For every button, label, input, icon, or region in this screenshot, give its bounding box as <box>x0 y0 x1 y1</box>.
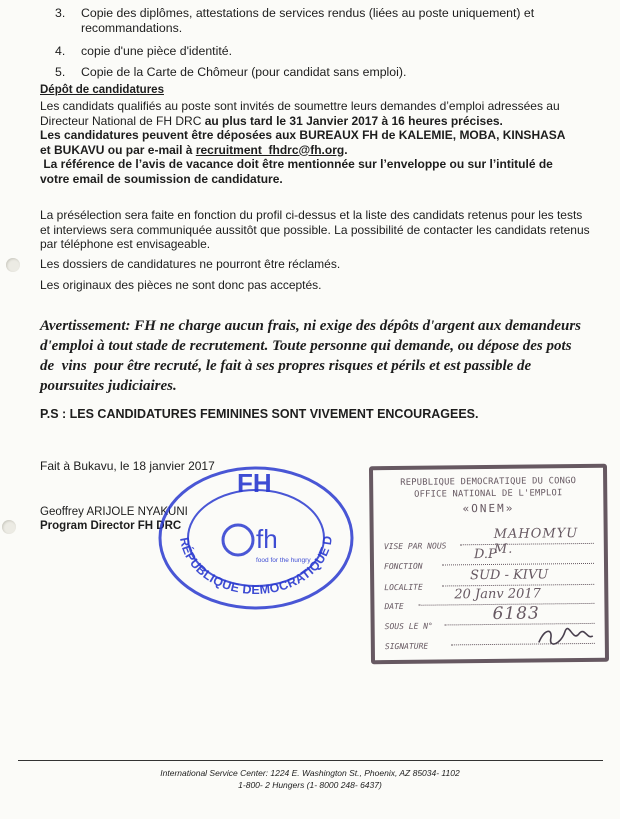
onem-label: SOUS LE N° <box>384 621 433 632</box>
signer-name: Geoffrey ARIJOLE NYAKUNI <box>40 506 188 518</box>
fh-stamp-top: FH <box>237 468 272 498</box>
onem-value: MAHOMYU M. <box>493 526 579 557</box>
email-link[interactable]: recruitment_fhdrc@fh.org <box>195 142 345 157</box>
list-item-continuation: recommandations. <box>81 21 183 35</box>
list-text: Copie de la Carte de Chômeur (pour candidat sans emploi). <box>81 65 407 79</box>
onem-label: VISE PAR NOUS <box>383 541 447 552</box>
depot-line <box>40 114 585 129</box>
depot-line: Les candidatures peuvent être déposées aux BUREAUX FH de KALEMIE, MOBA, KINSHASA <box>40 128 566 142</box>
list-text: Copie des diplômes, attestations de services rendus (liées au poste uniquement) et <box>81 6 535 20</box>
onem-value: SUD - KIVU <box>470 567 549 584</box>
onem-label: SIGNATURE <box>384 641 429 652</box>
list-number: 4. <box>55 44 66 58</box>
punch-hole-mark <box>2 520 16 534</box>
onem-line1: REPUBLIQUE DEMOCRATIQUE DU CONGO <box>400 476 577 488</box>
footer-rule <box>18 760 603 761</box>
list-number: 5. <box>55 65 66 79</box>
warning-line: de vins pour être recruté, le fait à ses propres risques et périls et est passible de <box>40 358 532 374</box>
onem-value: D.P <box>473 546 497 563</box>
ps-note: P.S : LES CANDIDATURES FEMININES SONT VIVEMENT ENCOURAGEES. <box>40 407 479 421</box>
warning-paragraph <box>40 316 600 396</box>
warning-line: poursuites judiciaires. <box>40 378 177 394</box>
warning-line: d'emploi à tout stade de recrutement. Toute personne qui demande, ou dépose des pots <box>40 338 572 354</box>
footer-address: International Service Center: 1224 E. Washington St., Phoenix, AZ 85034- 1102 <box>160 768 460 778</box>
fh-stamp-ring-text: RÉPUBLIQUE DEMOCRATIQUE D <box>177 534 336 598</box>
list-text: copie d'une pièce d'identité. <box>81 44 233 58</box>
depot-text: Directeur National de FH DRC <box>40 113 205 128</box>
onem-row <box>385 632 595 652</box>
preselection-paragraph <box>40 208 590 252</box>
onem-label: LOCALITE <box>384 582 423 593</box>
handwritten-signature <box>535 624 595 649</box>
list-number: 3. <box>55 6 66 20</box>
fh-tagline: food for the hungry <box>256 557 311 564</box>
signer-title: Program Director FH DRC <box>40 520 182 532</box>
preselection-line: par téléphone est envisageable. <box>40 237 211 251</box>
footer-phone: 1-800- 2 Hungers (1- 8000 248- 6437) <box>238 780 382 790</box>
originaux-text: Les originaux des pièces ne sont donc pas acceptés. <box>40 278 322 292</box>
onem-value: 20 Janv 2017 <box>454 586 541 603</box>
section-heading-depot: Dépôt de candidatures <box>40 84 164 96</box>
onem-line3: «ONEM» <box>462 501 515 516</box>
depot-text: . <box>344 142 348 157</box>
depot-text: et BUKAVU ou par e-mail à <box>40 142 196 157</box>
warning-line: Avertissement: FH ne charge aucun frais, ni exige des dépôts d'argent aux demandeurs <box>40 318 581 334</box>
dossiers-text: Les dossiers de candidatures ne pourront être réclamés. <box>40 257 341 271</box>
globe-icon <box>223 525 253 555</box>
depot-line: Les candidats qualifiés au poste sont invités de soumettre leurs demandes d’emploi adressées au <box>40 99 560 113</box>
fh-stamp <box>150 462 360 622</box>
fh-stamp-graphic <box>150 462 360 622</box>
onem-dotted-line <box>442 563 594 566</box>
place-date: Fait à Bukavu, le 18 janvier 2017 <box>40 459 215 473</box>
depot-line: La référence de l’avis de vacance doit être mentionnée sur l’enveloppe ou sur l’intitulé de <box>40 157 553 171</box>
preselection-line: et interviews sera communiquée aussitôt que possible. La possibilité de contacter les candidats retenus <box>40 222 590 237</box>
onem-label: DATE <box>384 601 404 612</box>
fh-logo: fh <box>256 524 278 554</box>
deadline-text: au plus tard le 31 Janvier 2017 à 16 heures précises. <box>204 113 503 128</box>
punch-hole-mark <box>6 258 20 272</box>
onem-line2: OFFICE NATIONAL DE L'EMPLOI <box>414 488 563 500</box>
depot-line <box>40 143 585 158</box>
onem-label: FONCTION <box>383 561 423 572</box>
depot-line: votre email de soumission de candidature. <box>40 171 283 186</box>
preselection-line: La présélection sera faite en fonction du profil ci-dessus et la liste des candidats retenus pour les tests <box>40 208 583 222</box>
depot-paragraph <box>40 99 585 186</box>
onem-value: 6183 <box>492 603 540 624</box>
onem-stamp <box>369 464 609 664</box>
